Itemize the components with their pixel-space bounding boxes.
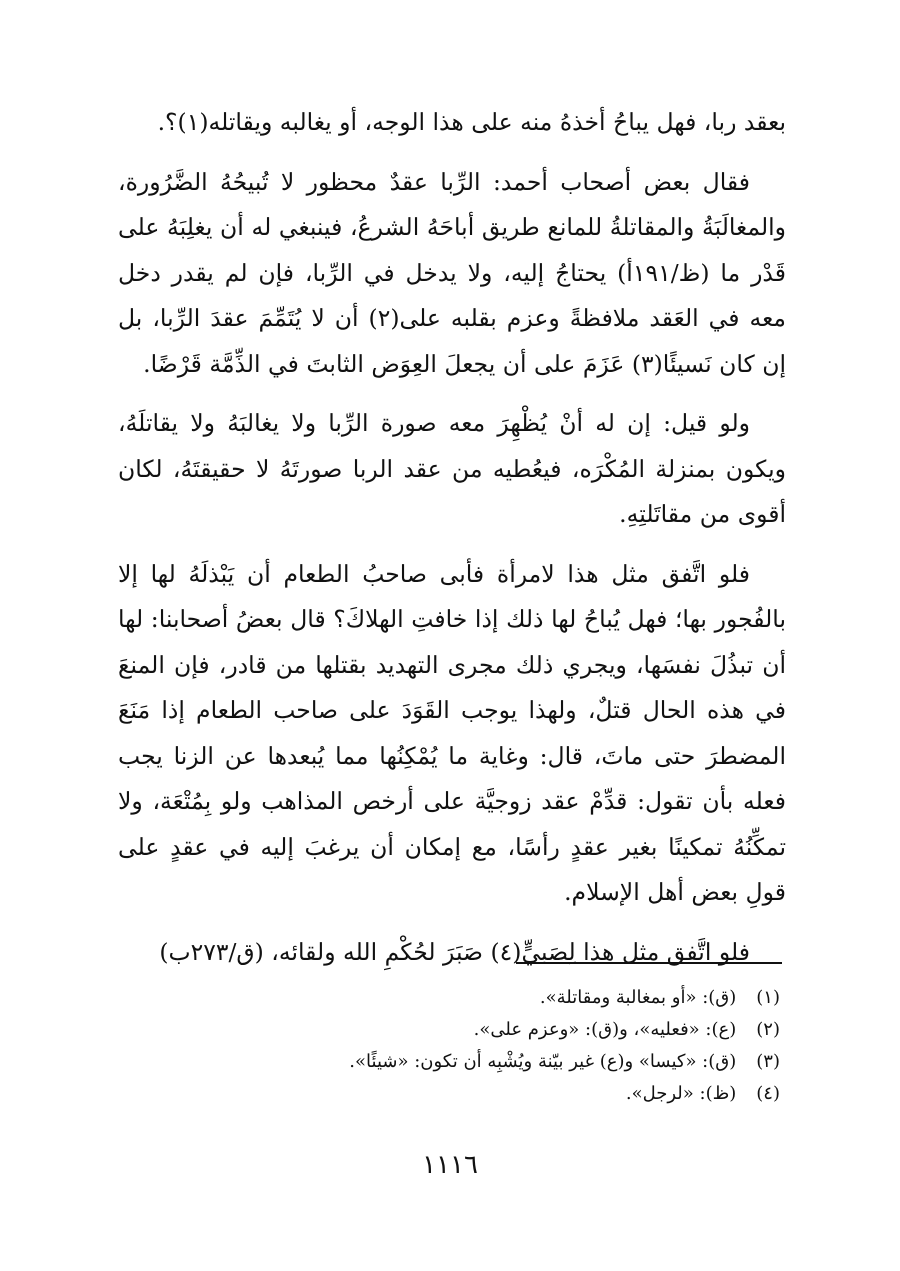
- footnote-1: [300, 982, 780, 1014]
- footnote-separator: [516, 962, 782, 964]
- footnote-text: (ظ): «لرجل».: [625, 1083, 737, 1104]
- footnote-4: [300, 1078, 780, 1110]
- footnote-number: (١): [756, 987, 780, 1008]
- paragraph-2: فقال بعض أصحاب أحمد: الرِّبا عقدٌ محظور لا تُبيحُهُ الضَّرُورة، والمغالَبَةُ والمقاتلةُ للمانع طريق أباحَهُ الشرعُ، فينبغي له أن يغلِبَهُ على قَدْر ما (ظ/١٩١أ) يحتاجُ إليه، ولا يدخل في الرِّبا، فإن لم يقدر دخل معه في العَقد ملافظةً وعزم بقلبه على(٢) أن لا يُتَمِّمَ عقدَ الرِّبا، بل إن كان نَسيئًا(٣) عَزَمَ على أن يجعلَ العِوَض الثابتَ في الذِّمَّة قَرْضًا.: [118, 167, 786, 378]
- footnote-3: [300, 1046, 780, 1078]
- footnote-text: (ق): «أو بمغالبة ومقاتلة».: [539, 987, 737, 1008]
- footnote-2: [300, 1014, 780, 1046]
- paragraph-4: فلو اتَّفق مثل هذا لامرأة فأبى صاحبُ الطعام أن يَبْذلَهُ لها إلا بالفُجور بها؛ فهل يُباحُ لها ذلك إذا خافتِ الهلاكَ؟ قال بعضُ أصحابنا: لها أن تبذُلَ نفسَها، ويجري ذلك مجرى التهديد بقتلها من قادر، فإن المنعَ في هذه الحال قتلٌ، ولهذا يوجب القَوَدَ على صاحب الطعام إذا مَنَعَ المضطرَ حتى ماتَ، قال: وغاية ما يُمْكِنُها مما يُبعدها عن الزنا يجب فعله بأن تقول: قدِّمْ عقد زوجيَّة على أرخص المذاهب ولو بِمُتْعَة، ولا تمكِّنُهُ تمكينًا بغير عقدٍ رأسًا، مع إمكان أن يرغبَ إليه في عقدٍ على قولِ بعض أهل الإسلام.: [118, 559, 786, 906]
- footnotes: [300, 982, 780, 1110]
- footnote-text: (ق): «كيسا» و(ع) غير بيّنة ويُشْبِه أن تكون: «شيئًا».: [349, 1051, 737, 1072]
- paragraph-3: ولو قيل: إن له أنْ يُظْهِرَ معه صورة الرِّبا ولا يغالبَهُ ولا يقاتلَهُ، ويكون بمنزلة المُكْرَه، فيعُطيه من عقد الربا صورتَهُ لا حقيقتَهُ، لكان أقوى من مقاتَلتِهِ.: [118, 409, 786, 528]
- main-text: [118, 100, 786, 975]
- footnote-number: (٢): [756, 1019, 780, 1040]
- paragraph-5: فلو اتَّفق مثل هذا لِصَبيٍّ(٤) صَبَرَ لحُكْمِ الله ولقائه، (ق/٢٧٣ب): [159, 937, 750, 966]
- footnote-number: (٣): [756, 1051, 780, 1072]
- footnote-number: (٤): [756, 1083, 780, 1104]
- paragraph-1: بعقد ربا، فهل يباحُ أخذهُ منه على هذا الوجه، أو يغالبه ويقاتله(١)؟.: [157, 108, 786, 136]
- footnote-text: (ع): «فعليه»، و(ق): «وعزم على».: [473, 1019, 737, 1040]
- page-number: ١١١٦: [422, 1150, 478, 1180]
